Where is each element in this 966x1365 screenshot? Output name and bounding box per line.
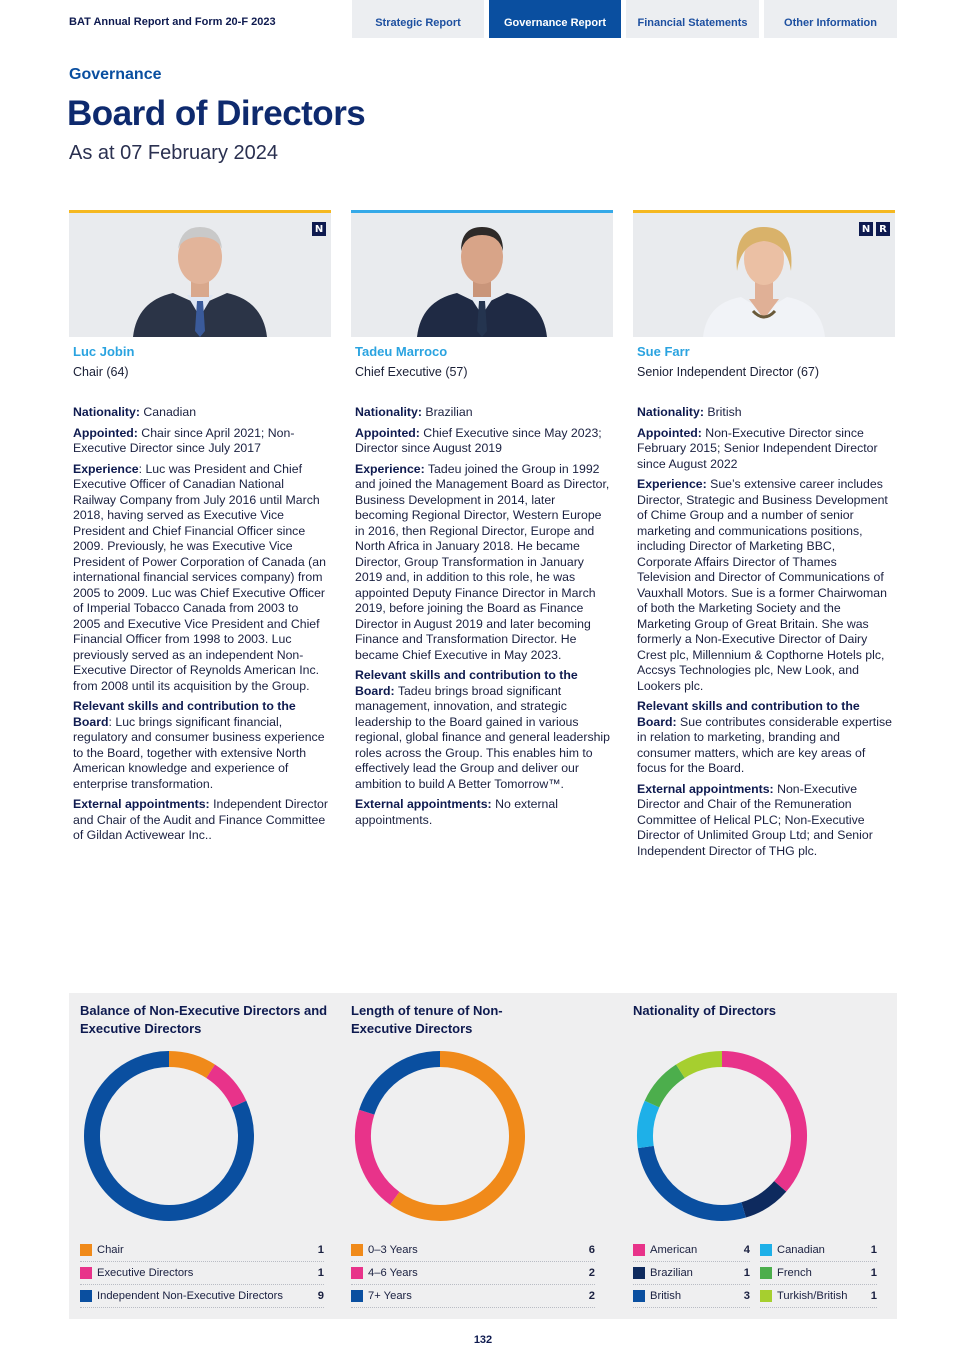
director-name: Luc Jobin (73, 344, 135, 359)
legend-value: 6 (588, 1244, 595, 1256)
external-appointments-label: External appointments: (73, 797, 210, 811)
external-appointments-text: Non-Executive Director and Chair of the Remuneration Committee of Helical PLC; Non-Executive Director of Unlimited Group Ltd; and Senior Independent Director of THG plc. (637, 781, 873, 858)
director-name: Tadeu Marroco (355, 344, 448, 359)
tab-other-information[interactable]: Other Information (764, 0, 897, 38)
legend-label: Executive Directors (97, 1267, 194, 1279)
external-appointments-text: Independent Director and Chair of the Audit and Finance Committee of Gildan Activewear Inc.. (73, 797, 328, 842)
chart-title: Length of tenure of Non-Executive Directors (351, 1003, 503, 1036)
legend-swatch (80, 1244, 92, 1256)
legend-swatch (633, 1244, 645, 1256)
legend-item (633, 1239, 750, 1262)
legend-swatch (760, 1290, 772, 1302)
legend-swatch (633, 1290, 645, 1302)
committee-badge: N (312, 222, 326, 236)
tab-strategic-report[interactable]: Strategic Report (352, 0, 484, 38)
donut-slice-british (646, 1147, 744, 1213)
page-title: Board of Directors (67, 94, 366, 133)
legend-swatch (760, 1267, 772, 1279)
nationality-label: Nationality: (355, 405, 422, 419)
director-photo (69, 210, 331, 337)
appointed-value: Chair since April 2021; Non-Executive Director since July 2017 (73, 425, 295, 455)
external-appointments-text: No external appointments. (355, 797, 558, 827)
legend-item (351, 1285, 595, 1308)
legend-item (760, 1285, 877, 1308)
skills-text: Tadeu brings broad significant management, innovation, and strategic leadership to the Board gained in various regional, global finance and general leadership roles across the Group. This enables him to effectively lead the Group and deliver our ambition to build A Better Tomorrow™. (355, 683, 611, 791)
donut-chart (632, 1046, 812, 1226)
external-appointments-label: External appointments: (355, 797, 492, 811)
legend-value: 2 (588, 1267, 595, 1279)
donut-slice-turkish-british (680, 1059, 722, 1071)
page-number: 132 (473, 1334, 493, 1346)
director-biography (355, 405, 611, 828)
donut-slice-canadian (645, 1104, 652, 1147)
director-name: Sue Farr (637, 344, 690, 359)
legend-swatch (80, 1267, 92, 1279)
chart-legend (80, 1239, 324, 1308)
top-navigation-bar (0, 0, 966, 38)
legend-label: American (650, 1244, 698, 1256)
committee-badge: R (876, 222, 890, 236)
nationality-value: British (703, 405, 742, 419)
external-appointments-label: External appointments: (637, 781, 774, 796)
donut-slice-7-years (367, 1059, 440, 1112)
chart-title: Balance of Non-Executive Directors and Executive Directors (80, 1003, 328, 1036)
legend-swatch (351, 1244, 363, 1256)
nationality-label: Nationality: (73, 405, 140, 419)
legend-label: Turkish/British (777, 1290, 848, 1302)
experience-label: Experience: (355, 461, 425, 476)
donut-slice-american (722, 1059, 799, 1186)
chart-balance (69, 993, 339, 1319)
experience-label: Experience: (637, 477, 707, 491)
skills-label: Relevant skills and contribution to the Board (73, 699, 296, 729)
section-label: Governance (69, 66, 162, 83)
appointed-value: Non-Executive Director since February 2015; Senior Independent Director since August 2022 (637, 425, 878, 471)
legend-column (633, 1239, 750, 1308)
document-title: BAT Annual Report and Form 20-F 2023 (69, 16, 276, 28)
skills-text: Sue contributes considerable expertise in relation to marketing, branding and consumer matters, which are key areas of focus for the Board. (637, 714, 892, 775)
skills-label: Relevant skills and contribution to the Board: (355, 668, 578, 698)
director-card-sue-farr (633, 210, 895, 864)
legend-value: 1 (870, 1267, 877, 1279)
legend-item (80, 1285, 324, 1308)
person-silhouette-icon (407, 219, 557, 337)
legend-label: 4–6 Years (368, 1267, 418, 1279)
legend-label: French (777, 1267, 812, 1279)
person-silhouette-icon (689, 219, 839, 337)
legend-value: 1 (870, 1290, 877, 1302)
tab-financial-statements[interactable]: Financial Statements (626, 0, 759, 38)
person-silhouette-icon (125, 219, 275, 337)
chart-legend (633, 1239, 877, 1308)
director-role: Chair (64) (73, 365, 129, 379)
tab-governance-report[interactable]: Governance Report (489, 0, 621, 38)
legend-value: 1 (743, 1267, 750, 1279)
legend-item (760, 1262, 877, 1285)
legend-label: British (650, 1290, 682, 1302)
nationality-value: Brazilian (421, 405, 473, 419)
skills-text: : Luc brings significant financial, regulatory and consumer business experience to the Board, together with extensive North American knowledge and experience of enterprise transformation. (73, 714, 325, 791)
director-role: Chief Executive (57) (355, 365, 468, 379)
legend-label: 7+ Years (368, 1290, 412, 1302)
director-photo (633, 210, 895, 337)
board-composition-charts (69, 993, 897, 1319)
legend-swatch (80, 1290, 92, 1302)
appointed-value: Chief Executive since May 2023; Director since August 2019 (355, 425, 602, 455)
donut-slice-chair (169, 1059, 211, 1071)
legend-label: 0–3 Years (368, 1244, 418, 1256)
director-photo (351, 210, 613, 337)
legend-item (633, 1262, 750, 1285)
skills-label: Relevant skills and contribution to the Board: (637, 699, 860, 729)
legend-label: Canadian (777, 1244, 825, 1256)
experience-label: Experience (73, 461, 139, 476)
legend-label: Brazilian (650, 1267, 693, 1279)
donut-chart (350, 1046, 530, 1226)
legend-item (80, 1239, 324, 1262)
legend-value: 9 (317, 1290, 324, 1302)
director-biography (637, 405, 893, 859)
appointed-label: Appointed: (73, 425, 138, 440)
experience-text: Sue’s extensive career includes Director, Strategic and Business Development of Chime Group and a number of senior marketing and communications positions, including Director of Marketing BBC, Corporate Affairs Director of Thames Television and Director of Communications of Vauxhall Motors. Sue is a former Chairwoman of both the Marketing Society and the Marketing Group of Great Britain. She was formerly a Non-Executive Director of Dairy Crest plc, Millennium & Copthorne Hotels plc, Accsys Technologies plc, New Look, and Lookers plc. (637, 477, 888, 693)
legend-label: Independent Non-Executive Directors (97, 1290, 283, 1302)
committee-badges (312, 222, 326, 236)
experience-text: : Luc was President and Chief Executive Officer of Canadian National Railway Company from July 2016 until March 2018, having served as Executive Vice President and Chief Financial Officer since 2009. Previously, he was Executive Vice President of Power Corporation of Canada (an international financial services company) from 2005 to 2009. Luc was Chief Executive Officer of Imperial Tobacco Canada from 2003 to 2005 and Executive Vice President and Chief Financial Officer from 1998 to 2003. Luc previously served as an independent Non-Executive Director of Reynolds American Inc. from 2008 until its acquisition by the Group. (73, 461, 326, 693)
chart-nationality (622, 993, 892, 1319)
nationality-value: Canadian (139, 405, 197, 419)
legend-value: 4 (743, 1244, 750, 1256)
legend-value: 2 (588, 1290, 595, 1302)
donut-slice-4-6-years (363, 1112, 395, 1198)
director-card-tadeu-marroco (351, 210, 613, 833)
legend-label: Chair (97, 1244, 124, 1256)
legend-swatch (351, 1290, 363, 1302)
chart-legend (351, 1239, 595, 1308)
legend-value: 3 (743, 1290, 750, 1302)
legend-item (80, 1262, 324, 1285)
legend-value: 1 (317, 1244, 324, 1256)
donut-slice-0-3-years (395, 1059, 517, 1213)
director-biography (73, 405, 329, 844)
experience-text: Tadeu joined the Group in 1992 and joined the Management Board as Director, Business Development in 2014, later becoming Regional Director, Western Europe in 2016, then Regional Director, Europe and North Africa in January 2018. He became Director, Group Transformation in January 2019 and, in addition to this role, he was appointed Deputy Finance Director in March 2019, before joining the Board as Finance Director in August 2019 and later becoming Finance and Transformation Director. He became Chief Executive in May 2023. (355, 461, 610, 662)
legend-item (760, 1239, 877, 1262)
donut-slice-executive-directors (211, 1071, 239, 1104)
legend-item (351, 1239, 595, 1262)
chart-title: Nationality of Directors (633, 1003, 777, 1018)
legend-item (633, 1285, 750, 1308)
legend-swatch (760, 1244, 772, 1256)
donut-slice-french (652, 1071, 680, 1104)
appointed-label: Appointed: (637, 425, 702, 440)
committee-badge: N (859, 222, 873, 236)
donut-chart (79, 1046, 259, 1226)
director-card-luc-jobin (69, 210, 331, 849)
director-role: Senior Independent Director (67) (637, 365, 820, 379)
appointed-label: Appointed: (355, 425, 420, 440)
legend-value: 1 (317, 1267, 324, 1279)
legend-swatch (633, 1267, 645, 1279)
legend-value: 1 (870, 1244, 877, 1256)
nationality-label: Nationality: (637, 405, 704, 419)
donut-slice-brazilian (744, 1186, 780, 1209)
page-subtitle: As at 07 February 2024 (69, 142, 279, 164)
committee-badges (859, 222, 890, 236)
chart-tenure (340, 993, 610, 1319)
legend-column (760, 1239, 877, 1308)
legend-item (351, 1262, 595, 1285)
legend-swatch (351, 1267, 363, 1279)
